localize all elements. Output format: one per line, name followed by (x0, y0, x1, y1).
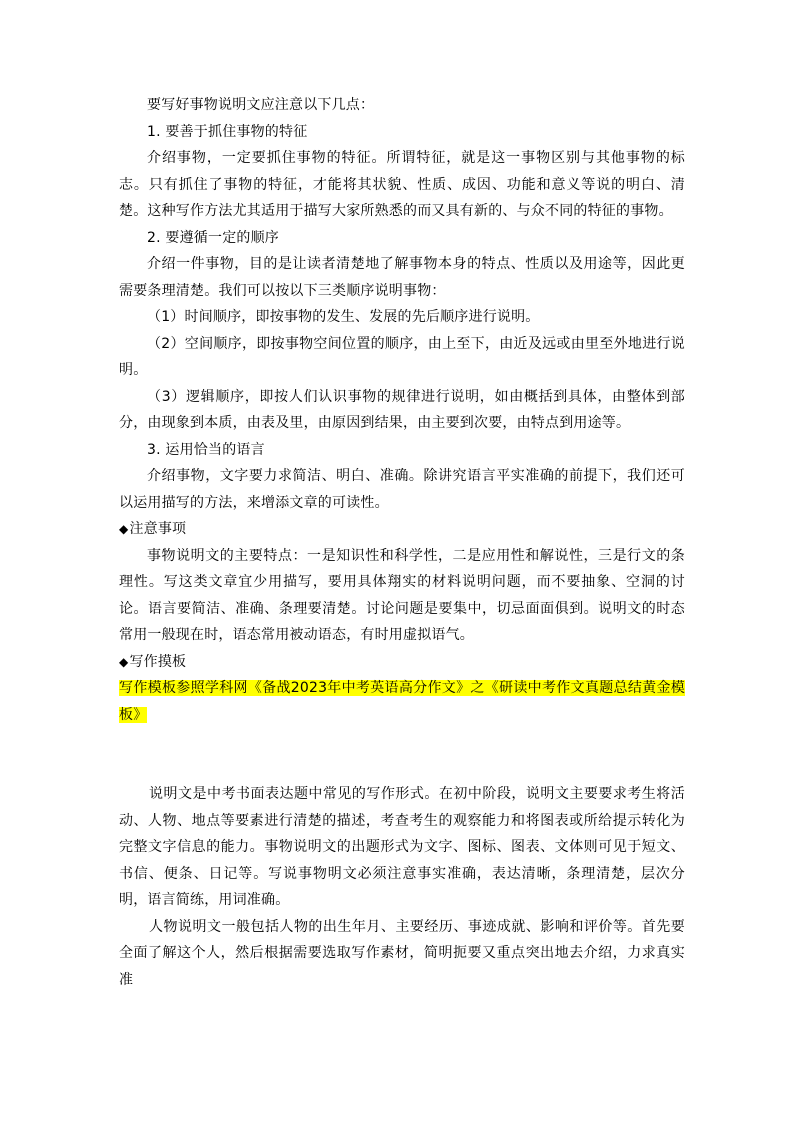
diamond-bullet-icon: ◆ (119, 522, 129, 536)
notes-body: 事物说明文的主要特点：一是知识性和科学性，二是应用性和解说性，三是行文的条理性。写这类文章宜少用描写，要用具体翔实的材料说明问题，而不要抽象、空洞的讨论。语言要简洁、准确、条理要清楚。讨论问题是要集中，切忌面面俱到。说明文的时态常用一般现在时，语态常用被动语态，有时用虚拟语气。 (119, 547, 685, 643)
point-2-body: 介绍一件事物，目的是让读者清楚地了解事物本身的特点、性质以及用途等，因此更需要条理清楚。我们可以按以下三类顺序说明事物： (119, 256, 685, 299)
intro-line: 要写好事物说明文应注意以下几点： (147, 97, 375, 113)
point-2-title: 2. 要遵循一定的顺序 (147, 229, 280, 246)
exposition-paragraph: 说明文是中考书面表达题中常见的写作形式。在初中阶段，说明文主要要求考生将活动、人物、地点等要素进行清楚的描述，考查考生的观察能力和将图表或所给提示转化为完整文字信息的能力。事物说明文的出题形式为文字、图标、图表、文体则可见于短文、书信、便条、日记等。写说事物明文必须注意事实准确，表达清晰，条理清楚，层次分明，语言简练，用词准确。 (119, 786, 685, 908)
diamond-bullet-icon: ◆ (119, 654, 129, 669)
person-paragraph: 人物说明文一般包括人物的出生年月、主要经历、事迹成就、影响和评价等。首先要全面了解这个人，然后根据需要选取写作素材，简明扼要又重点突出地去介绍，力求真实准 (119, 918, 685, 988)
template-heading-label: 写作摸板 (129, 653, 187, 670)
order-time: （1）时间顺序，即按事物的发生、发展的先后顺序进行说明。 (147, 309, 540, 325)
blank-spacer (119, 728, 685, 781)
document-content (119, 92, 685, 993)
order-space: （2）空间顺序，即按事物空间位置的顺序，由上至下，由近及远或由里至外地进行说明。 (119, 335, 685, 378)
order-logic: （3）逻辑顺序，即按人们认识事物的规律进行说明，如由概括到具体，由整体到部分，由现象到本质，由表及里，由原因到结果，由主要到次要，由特点到用途等。 (119, 388, 685, 431)
point-1-title: 1. 要善于抓住事物的特征 (147, 123, 308, 140)
notes-heading (119, 516, 685, 543)
template-reference (119, 675, 685, 728)
point-3-title: 3. 运用恰当的语言 (147, 441, 265, 458)
template-heading (119, 649, 685, 676)
notes-heading-label: 注意事项 (129, 521, 187, 537)
point-1-body: 介绍事物，一定要抓住事物的特征。所谓特征，就是这一事物区别与其他事物的标志。只有抓住了事物的特征，才能将其状貌、性质、成因、功能和意义等说的明白、清楚。这种写作方法尤其适用于描写大家所熟悉的而又具有新的、与众不同的特征的事物。 (119, 150, 685, 219)
highlighted-reference: 写作模板参照学科网《备战2023年中考英语高分作文》之《研读中考作文真题总结黄金模板》 (119, 680, 685, 723)
point-3-body: 介绍事物，文字要力求简洁、明白、准确。除讲究语言平实准确的前提下，我们还可以运用描写的方法，来增添文章的可读性。 (119, 468, 685, 511)
